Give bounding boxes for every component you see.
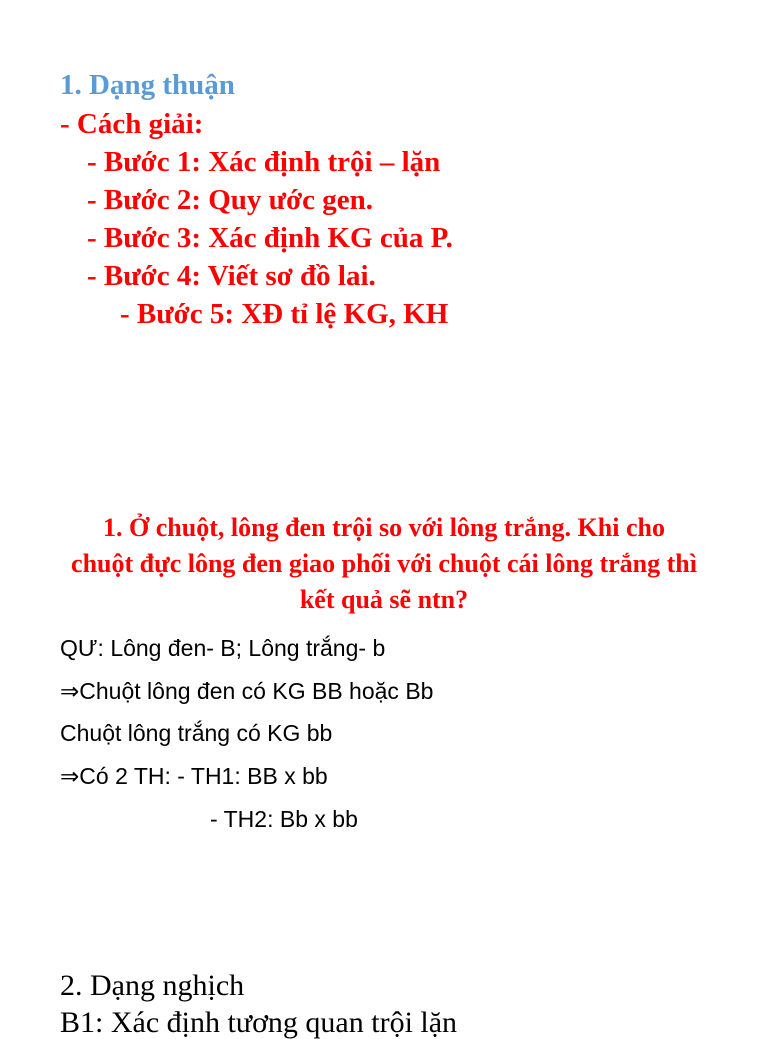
section1-title: 1. Dạng thuận bbox=[60, 69, 235, 101]
solution-line-3: Chuột lông trắng có KG bb bbox=[60, 720, 333, 746]
step-1: - Bước 1: Xác định trội – lặn bbox=[87, 146, 441, 178]
step-3: - Bước 3: Xác định KG của P. bbox=[87, 222, 453, 254]
solution-line-4: ⇒Có 2 TH: - TH1: BB x bb bbox=[60, 763, 328, 789]
section2-title: 2. Dạng nghịch bbox=[60, 969, 245, 1002]
problem-line-1: 1. Ở chuột, lông đen trội so với lông trắng. Khi cho bbox=[103, 513, 665, 542]
step-2: - Bước 2: Quy ước gen. bbox=[87, 184, 374, 216]
solution-line-1: QƯ: Lông đen- B; Lông trắng- b bbox=[60, 635, 386, 661]
problem-line-2: chuột đực lông đen giao phối với chuột cái lông trắng thì bbox=[71, 549, 697, 578]
section2-first-line: B1: Xác định tương quan trội lặn bbox=[60, 1006, 458, 1039]
method-label: - Cách giải: bbox=[60, 108, 204, 140]
step-4: - Bước 4: Viết sơ đồ lai. bbox=[87, 260, 376, 292]
problem-line-3: kết quả sẽ ntn? bbox=[299, 585, 469, 614]
step-5: - Bước 5: XĐ tỉ lệ KG, KH bbox=[120, 298, 449, 330]
problem-statement bbox=[0, 510, 768, 618]
solution-line-5: - TH2: Bb x bb bbox=[210, 806, 358, 832]
solution-line-2: ⇒Chuột lông đen có KG BB hoặc Bb bbox=[60, 678, 434, 704]
